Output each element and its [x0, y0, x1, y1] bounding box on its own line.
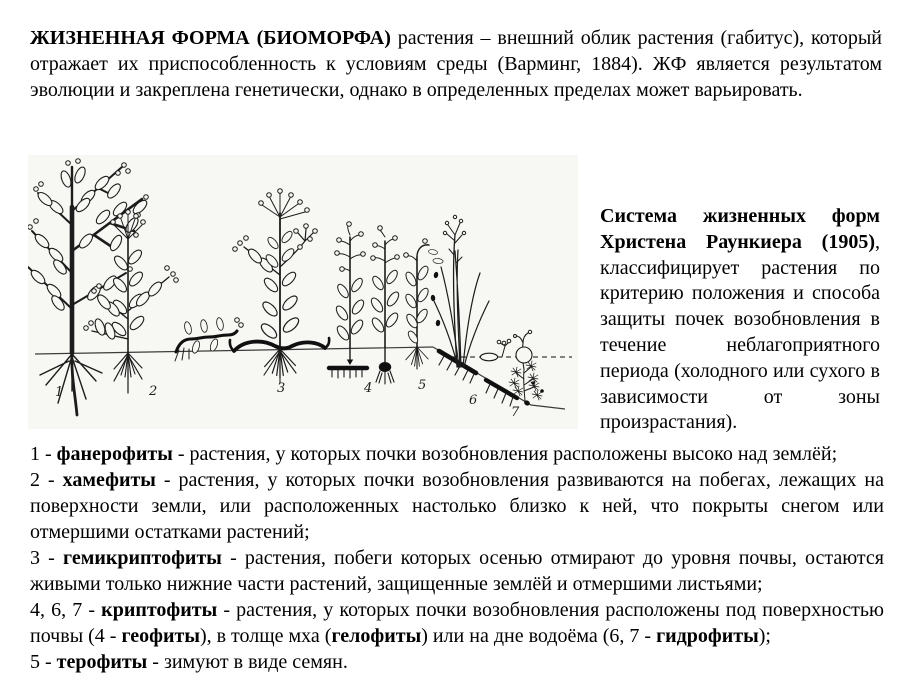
legend [30, 441, 884, 675]
figure-label-1: 1 [55, 385, 64, 400]
figure-label-7: 7 [511, 405, 520, 420]
text-run: 4, 6, 7 - [30, 599, 102, 621]
figure-label-2: 2 [149, 384, 158, 399]
text-run: ); [758, 625, 771, 647]
raunkiaer-diagram [28, 155, 578, 429]
bold-text-run: Система жизненных форм Христена Раункиера (1905) [600, 205, 880, 253]
text-run: , классифицирует растения по критерию положения и способа защиты почек возобновления в течение неблагоприятного периода (холодного или сухого в зависимости от зоны произрастания). [600, 230, 880, 434]
text-run: - зимуют в виде семян. [147, 651, 348, 673]
text-run: - растения, у которых почки возобновления развиваются на побегах, лежащих на поверхности земли, или расположенных настолько близко к ней, что покрыты снегом или отмершими остатками растений; [30, 469, 884, 543]
bold-text-run: терофиты [56, 651, 148, 673]
legend-item [30, 545, 884, 597]
bold-text-run: фанерофиты [56, 443, 173, 465]
figure-label-3: 3 [277, 381, 286, 396]
bold-text-run: гелофиты [331, 625, 422, 647]
legend-item [30, 597, 884, 649]
legend-item [30, 649, 884, 675]
figure-label-4: 4 [364, 381, 373, 396]
bold-text-run: геофиты [121, 625, 200, 647]
bold-text-run: ЖИЗНЕННАЯ ФОРМА (БИОМОРФА) [30, 27, 391, 49]
bold-text-run: гидрофиты [656, 625, 759, 647]
text-run: 2 - [30, 469, 63, 491]
bold-text-run: криптофиты [101, 599, 218, 621]
figure-label-5: 5 [418, 378, 427, 393]
text-run: - растения, у которых почки возобновления расположены высоко над землёй; [172, 443, 838, 465]
bold-text-run: хамефиты [62, 469, 156, 491]
bold-text-run: гемикриптофиты [63, 547, 222, 569]
text-run: ) или на дне водоёма (6, 7 - [421, 625, 657, 647]
text-run: 3 - [30, 547, 63, 569]
legend-item [30, 441, 884, 467]
text-run: - растения, побеги которых осенью отмирают до уровня почвы, остаются живыми только нижние части растений, защищенные землёй и отмершими листьями; [30, 547, 884, 595]
life-forms-illustration [28, 155, 578, 429]
text-run: растения – внешний облик растения (габитус), который отражает их приспособленность к условиям среды (Варминг, 1884). ЖФ является результатом эволюции и закреплена генетически, однако в определенных пределах может варьировать. [30, 27, 882, 101]
text-run: ), в толще мха ( [199, 625, 332, 647]
legend-item [30, 467, 884, 545]
side-note-paragraph [600, 204, 880, 436]
text-run: 5 - [30, 651, 57, 673]
intro-paragraph [30, 25, 882, 103]
figure-label-6: 6 [469, 393, 478, 408]
text-run: 1 - [30, 443, 57, 465]
text-run: - растения, у которых почки возобновления расположены под поверхностью почвы (4 - [30, 599, 884, 647]
